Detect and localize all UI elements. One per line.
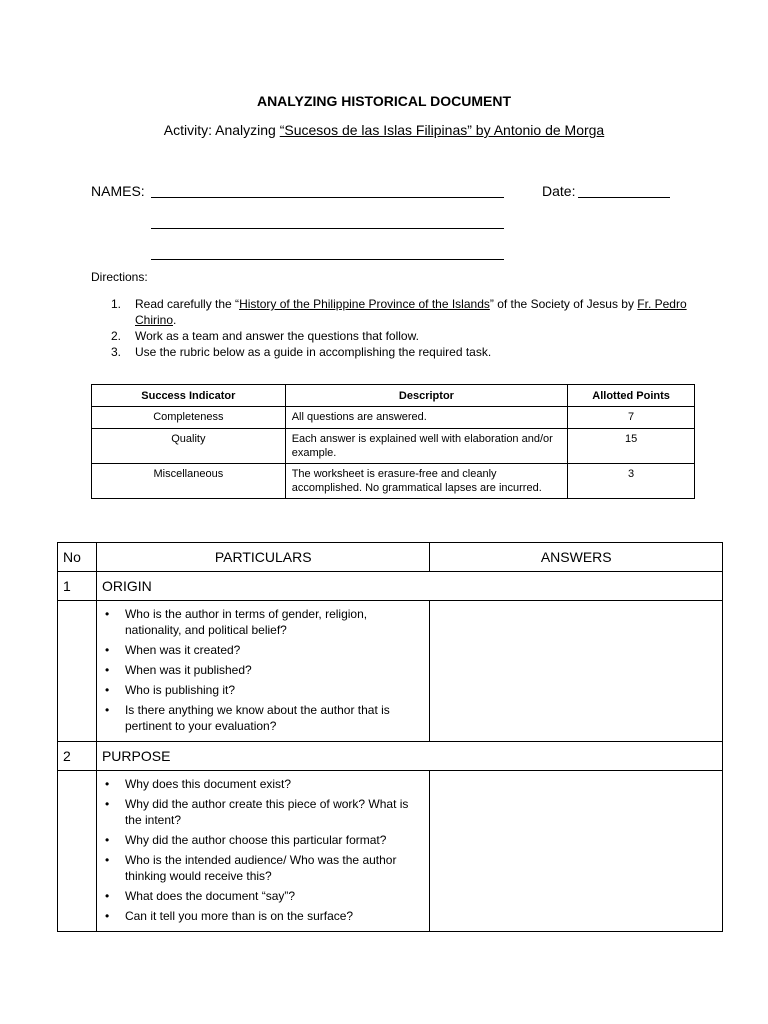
rubric-descriptor: The worksheet is erasure-free and cleanly accomplished. No grammatical lapses are incurred. xyxy=(285,464,567,499)
question-item: • Why does this document exist? xyxy=(98,776,428,792)
rubric-points: 3 xyxy=(568,464,695,499)
section-row-origin xyxy=(58,572,723,601)
question-list xyxy=(98,772,428,930)
section-number: 2 xyxy=(58,742,97,771)
empty-no-cell xyxy=(58,771,97,932)
direction-item xyxy=(91,344,691,360)
header-particulars: PARTICULARS xyxy=(96,543,429,572)
rubric-indicator: Miscellaneous xyxy=(92,464,286,499)
section-title: PURPOSE xyxy=(96,742,722,771)
document-title: ANALYZING HISTORICAL DOCUMENT xyxy=(256,93,512,109)
answer-cell-purpose[interactable] xyxy=(430,771,723,932)
question-list xyxy=(98,602,428,740)
answer-cell-origin[interactable] xyxy=(430,601,723,742)
rubric-indicator: Completeness xyxy=(92,407,286,429)
rubric-header-descriptor: Descriptor xyxy=(285,385,567,407)
questions-row-origin xyxy=(58,601,723,742)
worksheet-header-row xyxy=(58,543,723,572)
question-item: • Why did the author choose this particular format? xyxy=(98,832,428,848)
rubric-points: 7 xyxy=(568,407,695,429)
date-blank[interactable] xyxy=(578,197,670,198)
direction-link-author: Fr. Pedro Chirino xyxy=(135,297,687,327)
questions-cell xyxy=(96,601,429,742)
rubric-descriptor: Each answer is explained well with elaboration and/or example. xyxy=(285,429,567,464)
question-item: • What does the document “say”? xyxy=(98,888,428,904)
direction-number: 1. xyxy=(111,297,122,311)
question-item: • Who is the author in terms of gender, religion, nationality, and political belief? xyxy=(98,606,428,638)
names-blank-2[interactable] xyxy=(151,228,504,229)
question-item: • Is there anything we know about the author that is pertinent to your evaluation? xyxy=(98,702,428,734)
section-title: ORIGIN xyxy=(96,572,722,601)
header-answers: ANSWERS xyxy=(430,543,723,572)
question-item: • Who is the intended audience/ Who was the author thinking would receive this? xyxy=(98,852,428,884)
rubric-header-row xyxy=(92,385,695,407)
rubric-row xyxy=(92,407,695,429)
names-label: NAMES: xyxy=(91,183,145,199)
names-blank-3[interactable] xyxy=(151,259,504,260)
direction-text: Read carefully the “ xyxy=(135,297,240,311)
question-item: • When was it created? xyxy=(98,642,428,658)
rubric-row xyxy=(92,464,695,499)
question-item: • Can it tell you more than is on the surface? xyxy=(98,908,428,924)
question-item: • When was it published? xyxy=(98,662,428,678)
rubric-header-indicator: Success Indicator xyxy=(92,385,286,407)
activity-prefix: Activity: Analyzing xyxy=(163,122,280,138)
activity-work-title: “Sucesos de las Islas Filipinas” by Antonio de Morga xyxy=(279,122,605,138)
rubric-descriptor: All questions are answered. xyxy=(285,407,567,429)
rubric-table xyxy=(91,384,695,499)
directions-label: Directions: xyxy=(91,270,148,284)
activity-line xyxy=(0,122,768,138)
date-label: Date: xyxy=(542,183,576,199)
rubric-row xyxy=(92,429,695,464)
direction-text: ” of the Society of Jesus by xyxy=(489,297,638,311)
section-number: 1 xyxy=(58,572,97,601)
direction-item xyxy=(91,296,691,328)
rubric-header-points: Allotted Points xyxy=(568,385,695,407)
questions-cell xyxy=(96,771,429,932)
direction-number: 2. xyxy=(111,329,122,343)
direction-text: . xyxy=(173,313,177,327)
names-blank-1[interactable] xyxy=(151,197,504,198)
direction-item xyxy=(91,328,691,344)
direction-link-title: History of the Philippine Province of the Islands xyxy=(239,297,490,311)
direction-number: 3. xyxy=(111,345,122,359)
worksheet-table xyxy=(57,542,723,932)
section-row-purpose xyxy=(58,742,723,771)
rubric-indicator: Quality xyxy=(92,429,286,464)
directions-list xyxy=(91,296,691,360)
questions-row-purpose xyxy=(58,771,723,932)
empty-no-cell xyxy=(58,601,97,742)
question-item: • Who is publishing it? xyxy=(98,682,428,698)
rubric-points: 15 xyxy=(568,429,695,464)
question-item: • Why did the author create this piece of work? What is the intent? xyxy=(98,796,428,828)
direction-text: Work as a team and answer the questions that follow. xyxy=(135,329,419,343)
direction-text: Use the rubric below as a guide in accomplishing the required task. xyxy=(135,345,492,359)
header-no: No xyxy=(58,543,97,572)
